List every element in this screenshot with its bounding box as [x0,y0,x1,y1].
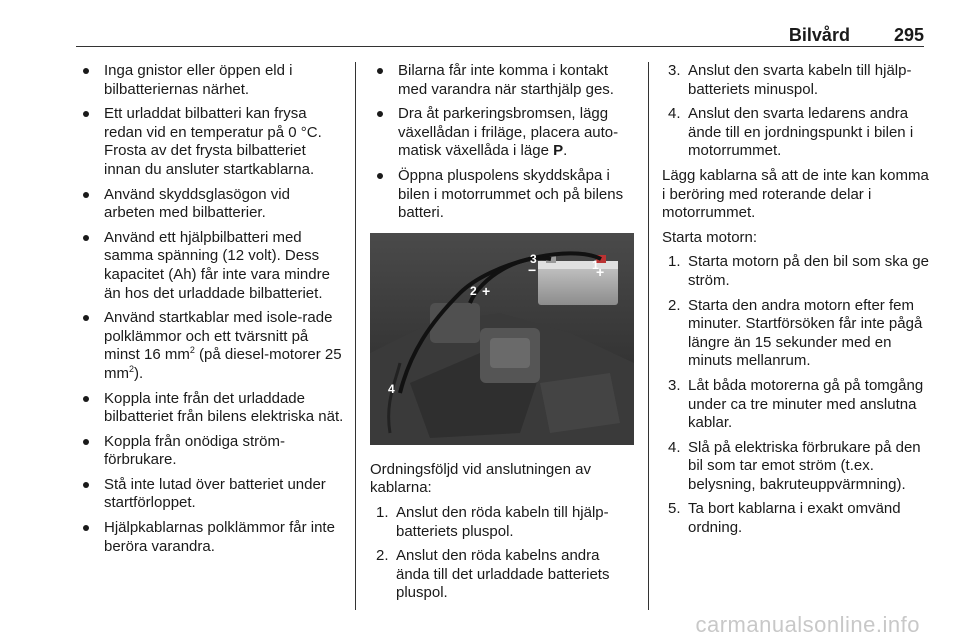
column-3 [662,62,930,544]
list-item: Hjälpkablarnas polklämmor får inte beröra varandra. [76,519,344,556]
list-item: Använd startkablar med isole-rade polklämmor och ett tvärsnitt på minst 16 $mm^2$ (på diesel-motorer 25 $mm^2$). [76,309,344,383]
list-item: 2. Starta den andra motorn efter fem minuter. Startförsöken får inte pågå längre än 15 sekunder med en minuts mellanrum. [668,296,923,370]
safety-list [76,62,344,556]
section-title: Bilvård [788,25,850,45]
cable-caution: Lägg kablarna så att de inte kan komma i beröring med roterande delar i motorrummet. [662,166,929,222]
bullet-dot [83,192,89,198]
list-item: 2. Anslut den röda kabelns andra ända till det urladdade batteriets pluspol. [376,547,610,602]
list-item: 3. Anslut den svarta kabeln till hjälp-batteriets minuspol. [668,62,912,98]
label-minus: − [528,261,537,278]
list-item: Använd ett hjälpbilbatteri med samma spänning (12 volt). Dess kapacitet (Ah) får inte vara mindre än hos det urladdade bilbatteriet. [76,229,344,303]
list-item: Ett urladdat bilbatteri kan frysa redan vid en temperatur på 0 °C. Frosta av det frysta bilbatteriet innan du ansluter startkablarna. [76,105,344,179]
list-item: 4. Anslut den svarta ledarens andra ände till en jordningspunkt i bilen i motorrummet. [668,105,914,160]
page-header [76,26,924,47]
connection-steps-continued [662,62,930,161]
list-item: 5. Ta bort kablarna i exakt omvänd ordning. [668,500,901,537]
label-plus-battery: + [596,263,605,280]
order-intro: Ordningsföljd vid anslutningen av kablarna: [370,460,591,497]
engine-bay-drawing [370,233,634,445]
bullet-dot [377,111,383,117]
column-2 [370,62,634,609]
label-plus-car: + [482,282,491,299]
watermark: carmanualsonline.info [695,612,920,637]
column-divider [648,62,649,610]
list-item: Bilarna får inte komma i kontakt med varandra när starthjälp ges. [370,62,634,99]
list-item: Öppna pluspolens skyddskåpa i bilen i motorrummet och på bilens batteri. [370,167,634,223]
list-item: 1. Anslut den röda kabeln till hjälp-batteriets pluspol. [376,503,609,540]
list-item: 1. Starta motorn på den bil som ska ge ström. [668,253,929,289]
bullet-dot [83,439,89,445]
start-steps [662,253,930,537]
bullet-dot [83,525,89,531]
label-2: 2 [470,283,477,298]
label-3: 3 [530,251,537,266]
list-item: Koppla inte från det urladdade bilbatteriet från bilens elektriska nät. [76,390,344,427]
connection-steps [370,504,634,603]
bullet-dot [83,111,89,117]
list-item: Koppla från onödiga ström-förbrukare. [76,433,344,470]
bullet-dot [83,315,89,321]
bullet-dot [83,482,89,488]
list-item: Stå inte lutad över batteriet under startförloppet. [76,476,344,513]
bullet-dot [377,68,383,74]
start-intro: Starta motorn: [662,228,758,246]
label-4: 4 [388,381,395,396]
list-item: 4. Slå på elektriska förbrukare på den bil som tar emot ström (t.ex. belysning, bakruteuppvärmning). [668,438,921,493]
column-1 [76,62,344,562]
preparation-list [370,62,634,223]
bullet-dot [83,396,89,402]
jump-start-illustration [370,233,634,445]
label-1: 1 [592,257,599,272]
bullet-dot [377,173,383,179]
list-item: 3. Låt båda motorerna gå på tomgång under ca tre minuter med anslutna kablar. [668,376,924,432]
list-item: Inga gnistor eller öppen eld i bilbatteriernas närhet. [76,62,344,99]
page-number: 295 [893,25,924,45]
list-item: Använd skyddsglasögon vid arbeten med bilbatterier. [76,186,344,223]
column-divider [355,62,356,610]
list-item: Dra åt parkeringsbromsen, lägg växellådan i friläge, placera auto-matisk växellåda i läge P. [370,105,634,161]
bullet-dot [83,235,89,241]
bullet-dot [83,68,89,74]
